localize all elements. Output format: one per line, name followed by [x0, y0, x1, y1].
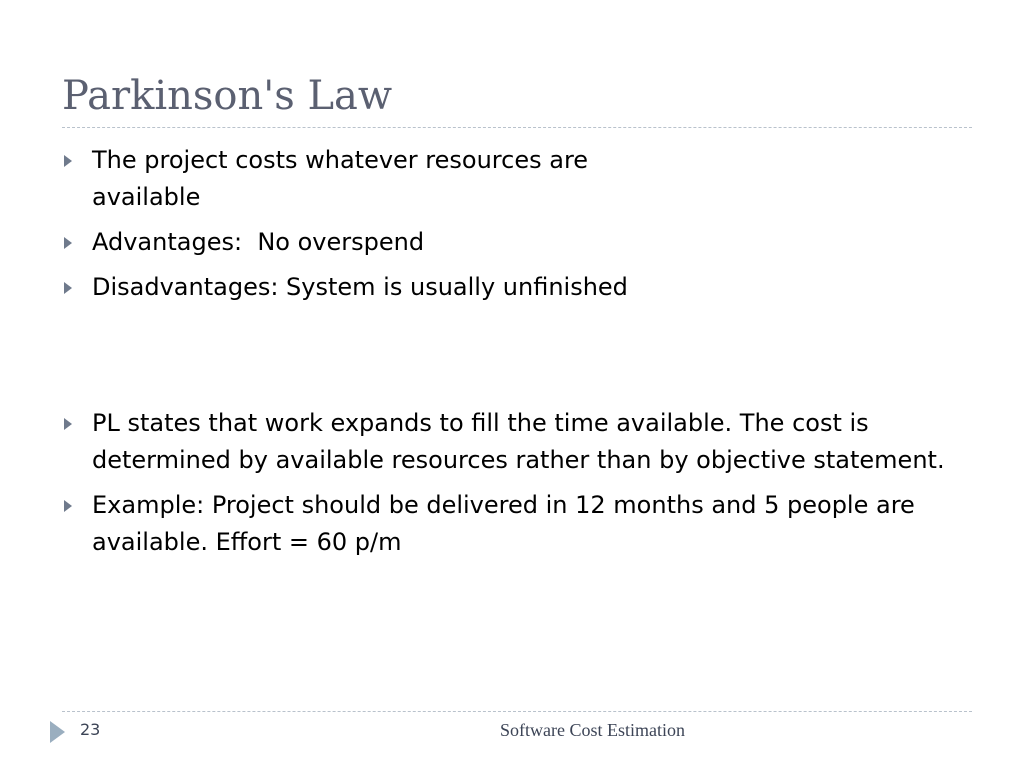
title-divider — [62, 127, 972, 128]
footer-title: Software Cost Estimation — [500, 720, 685, 740]
footer-triangle-icon — [50, 721, 65, 743]
bullet-item — [62, 224, 702, 261]
bullet-arrow-icon — [64, 155, 72, 167]
bullet-text: PL states that work expands to fill the time available. The cost is determined by available resources rather than by objective statement. — [92, 409, 945, 474]
bullet-item — [62, 405, 962, 479]
bullet-text: The project costs whatever resources are available — [92, 146, 589, 211]
bullet-list-top — [62, 142, 702, 314]
bullet-list-bottom — [62, 405, 962, 569]
bullet-item — [62, 142, 702, 216]
slide-title: Parkinson's Law — [62, 73, 393, 119]
bullet-arrow-icon — [64, 282, 72, 294]
bullet-item — [62, 269, 702, 306]
page-number: 23 — [80, 720, 101, 739]
bullet-arrow-icon — [64, 237, 72, 249]
bullet-text: Advantages: No overspend — [92, 228, 425, 256]
bullet-text: Example: Project should be delivered in 12 months and 5 people are available. Effort = 60 p/m — [92, 491, 915, 556]
bullet-text: Disadvantages: System is usually unfinished — [92, 273, 628, 301]
bullet-item — [62, 487, 962, 561]
footer-divider — [62, 711, 972, 712]
bullet-arrow-icon — [64, 500, 72, 512]
bullet-arrow-icon — [64, 418, 72, 430]
